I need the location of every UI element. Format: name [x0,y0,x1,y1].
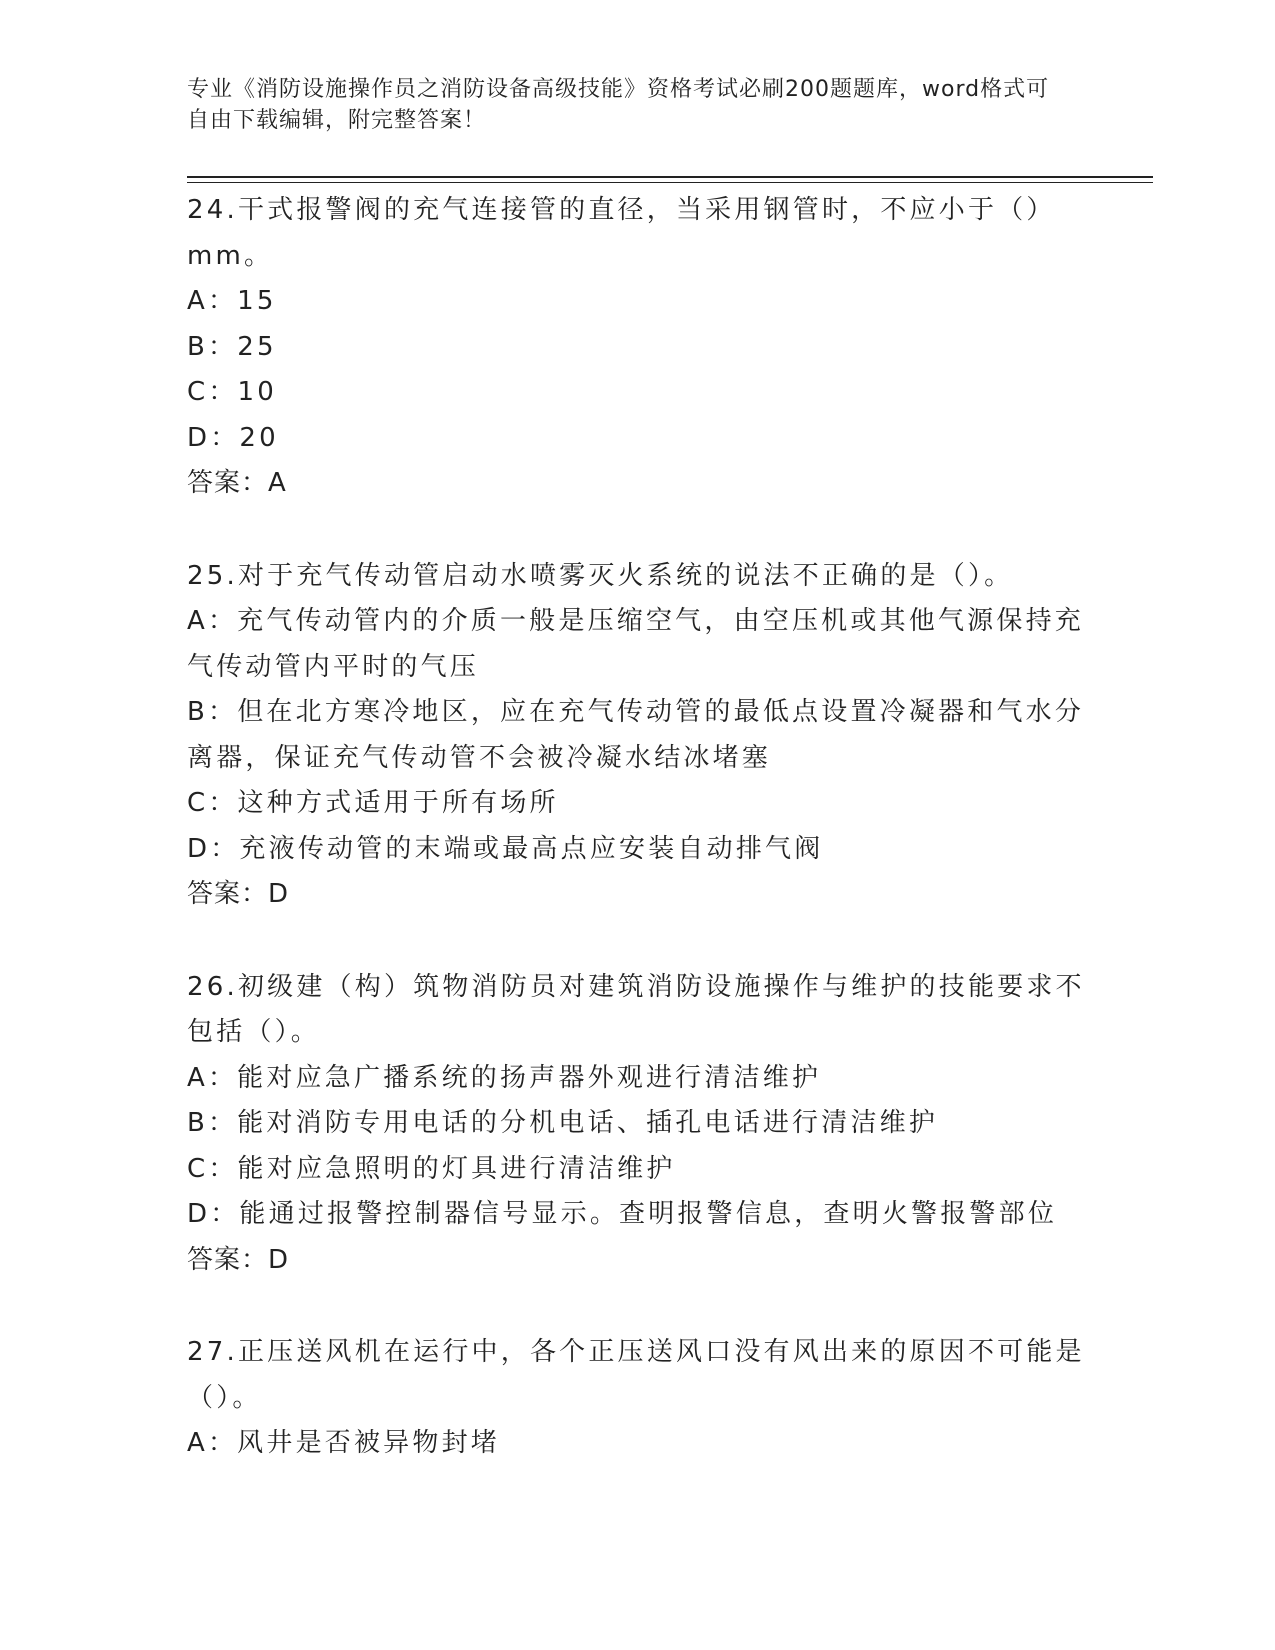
option-d: D：充液传动管的末端或最高点应安装自动排气阀 [187,833,824,864]
option-c: C：能对应急照明的灯具进行清洁维护 [187,1153,676,1184]
option-b: B：能对消防专用电话的分机电话、插孔电话进行清洁维护 [187,1108,939,1138]
option-a: A：风井是否被异物封堵 [187,1428,500,1458]
header-divider-thick [187,176,1153,178]
answer-line [187,872,1087,918]
question-stem: 25.对于充气传动管启动水喷雾灭火系统的说法不正确的是（）。 [187,560,1014,591]
option-b: B：25 [187,331,277,362]
option-c: C：10 [187,377,278,407]
question-stem: 27.正压送风机在运行中，各个正压送风口没有风出来的原因不可能是（）。 [187,1337,1085,1413]
question-25 [187,554,1087,918]
option-a: A：能对应急广播系统的扬声器外观进行清洁维护 [187,1062,822,1093]
question-27 [187,1330,1087,1467]
option-d: D：能通过报警控制器信号显示。查明报警信息，查明火警报警部位 [187,1199,1058,1229]
question-stem: 26.初级建（构）筑物消防员对建筑消防设施操作与维护的技能要求不包括（）。 [187,971,1085,1047]
answer-line [187,1238,1087,1284]
answer-value: D [268,879,289,909]
question-stem: 24.干式报警阀的充气连接管的直径，当采用钢管时，不应小于（）mm。 [187,195,1056,271]
answer-line [187,461,1087,507]
answer-label: 答案： [187,1244,269,1275]
answer-label: 答案： [187,468,269,498]
question-24 [187,188,1087,507]
option-d: D：20 [187,422,279,453]
option-c: C：这种方式适用于所有场所 [187,788,559,818]
answer-value: A [268,468,286,498]
document-header: 专业《消防设施操作员之消防设备高级技能》资格考试必刷200题题库，word格式可自由下载编辑，附完整答案！ [187,77,1050,133]
option-a: A：充气传动管内的介质一般是压缩空气，由空压机或其他气源保持充气传动管内平时的气压 [187,606,1084,682]
answer-label: 答案： [187,879,269,909]
header-divider-thin [187,182,1153,183]
answer-value: D [268,1244,289,1275]
option-b: B：但在北方寒冷地区，应在充气传动管的最低点设置冷凝器和气水分离器，保证充气传动管不会被冷凝水结冰堵塞 [187,697,1085,773]
option-a: A：15 [187,286,277,316]
question-26 [187,965,1087,1284]
question-list [187,188,1087,1514]
